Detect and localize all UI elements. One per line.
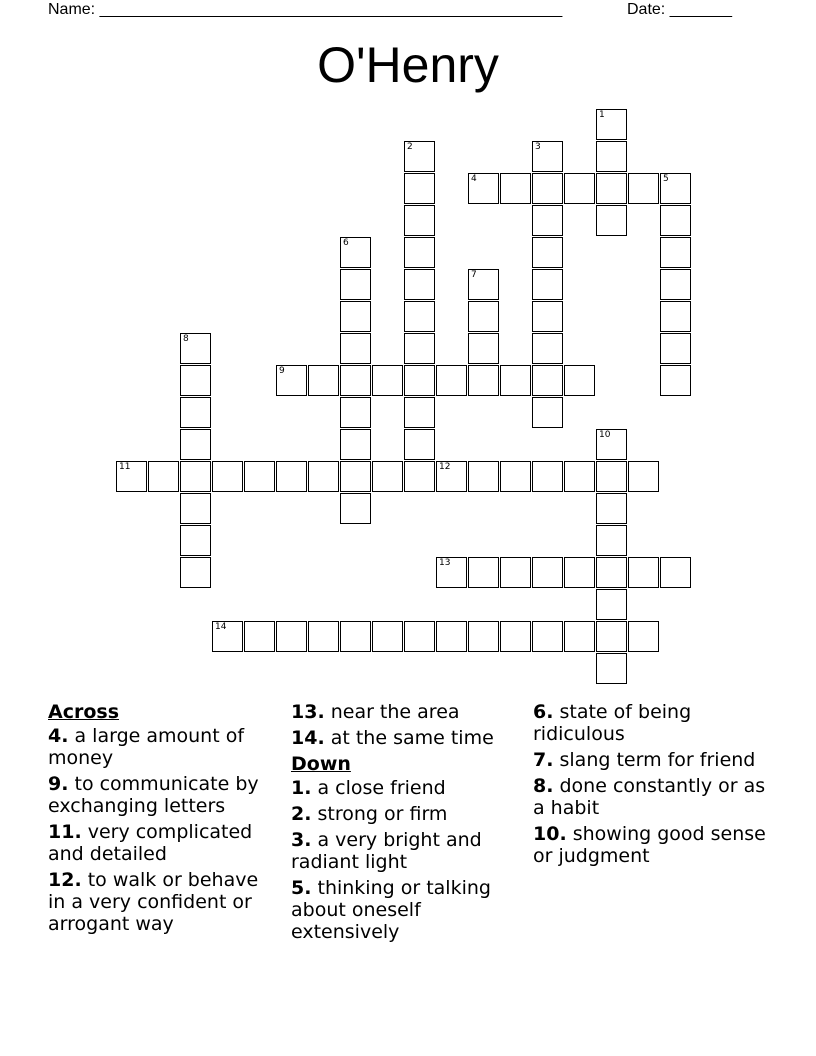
- clues-column-3: [533, 701, 769, 871]
- grid-cell[interactable]: [468, 269, 499, 300]
- clue-number: 3: [535, 142, 541, 152]
- date-field-label[interactable]: Date: _______: [627, 1, 732, 18]
- grid-cell[interactable]: [660, 237, 691, 268]
- grid-cell[interactable]: [596, 557, 627, 588]
- grid-cell[interactable]: [404, 205, 435, 236]
- clues-column-2: [291, 701, 519, 947]
- grid-cell[interactable]: [596, 109, 627, 140]
- clue-item-number: 9.: [48, 773, 69, 795]
- grid-cell[interactable]: [276, 365, 307, 396]
- grid-cell[interactable]: [436, 365, 467, 396]
- grid-cell[interactable]: [404, 397, 435, 428]
- grid-cell[interactable]: [404, 621, 435, 652]
- grid-cell[interactable]: [340, 397, 371, 428]
- clue-number: 7: [471, 270, 477, 280]
- clue-number: 11: [119, 462, 131, 472]
- grid-cell[interactable]: [532, 365, 563, 396]
- grid-cell[interactable]: [564, 621, 595, 652]
- grid-cell[interactable]: [660, 301, 691, 332]
- clues-column-1: [48, 701, 276, 939]
- grid-cell[interactable]: [276, 621, 307, 652]
- clue-item: [533, 749, 769, 771]
- grid-cell[interactable]: [660, 557, 691, 588]
- clue-item-number: 5.: [291, 877, 312, 899]
- grid-cell[interactable]: [372, 461, 403, 492]
- grid-cell[interactable]: [340, 301, 371, 332]
- clue-item: [291, 777, 519, 799]
- grid-cell[interactable]: [180, 557, 211, 588]
- clue-item: [533, 701, 769, 745]
- clue-item-text: a close friend: [311, 777, 446, 799]
- grid-cell[interactable]: [660, 269, 691, 300]
- clue-item-number: 3.: [291, 829, 312, 851]
- grid-cell[interactable]: [404, 365, 435, 396]
- clue-number: 5: [663, 174, 669, 184]
- clue-item-number: 7.: [533, 749, 554, 771]
- grid-cell[interactable]: [596, 461, 627, 492]
- clue-item-number: 12.: [48, 869, 82, 891]
- clue-item: [291, 829, 519, 873]
- grid-cell[interactable]: [532, 621, 563, 652]
- clue-number: 8: [183, 334, 189, 344]
- grid-cell[interactable]: [596, 429, 627, 460]
- clue-item-number: 4.: [48, 725, 69, 747]
- grid-cell[interactable]: [596, 205, 627, 236]
- grid-cell[interactable]: [180, 397, 211, 428]
- clue-item-text: state of being ridiculous: [533, 701, 692, 745]
- grid-cell[interactable]: [660, 173, 691, 204]
- clue-item: [291, 701, 519, 723]
- clue-item: [48, 869, 276, 935]
- grid-cell[interactable]: [468, 333, 499, 364]
- grid-cell[interactable]: [564, 557, 595, 588]
- grid-cell[interactable]: [596, 493, 627, 524]
- clue-section-heading: Down: [291, 753, 351, 775]
- grid-cell[interactable]: [372, 621, 403, 652]
- clue-item: [291, 877, 519, 943]
- grid-cell[interactable]: [628, 621, 659, 652]
- grid-cell[interactable]: [308, 365, 339, 396]
- grid-cell[interactable]: [500, 461, 531, 492]
- grid-cell[interactable]: [308, 621, 339, 652]
- clue-item: [291, 727, 519, 749]
- clue-item-text: showing good sense or judgment: [533, 823, 766, 867]
- clue-item-text: slang term for friend: [553, 749, 756, 771]
- clue-number: 6: [343, 238, 349, 248]
- grid-cell[interactable]: [596, 621, 627, 652]
- clue-number: 2: [407, 142, 413, 152]
- clue-item-number: 13.: [291, 701, 325, 723]
- grid-cell[interactable]: [404, 173, 435, 204]
- grid-cell[interactable]: [468, 461, 499, 492]
- grid-cell[interactable]: [500, 173, 531, 204]
- grid-cell[interactable]: [564, 365, 595, 396]
- clue-item-number: 2.: [291, 803, 312, 825]
- grid-cell[interactable]: [500, 621, 531, 652]
- clue-item: [48, 725, 276, 769]
- grid-cell[interactable]: [564, 173, 595, 204]
- grid-cell[interactable]: [468, 621, 499, 652]
- grid-cell[interactable]: [628, 173, 659, 204]
- grid-cell[interactable]: [148, 461, 179, 492]
- grid-cell[interactable]: [404, 237, 435, 268]
- clue-item-text: a very bright and radiant light: [291, 829, 482, 873]
- clue-item-text: at the same time: [324, 727, 494, 749]
- grid-cell[interactable]: [116, 461, 147, 492]
- grid-cell[interactable]: [180, 461, 211, 492]
- grid-cell[interactable]: [340, 237, 371, 268]
- clue-item-number: 8.: [533, 775, 554, 797]
- clue-item-text: done constantly or as a habit: [533, 775, 766, 819]
- clue-item-text: to walk or behave in a very confident or arrogant way: [48, 869, 259, 935]
- grid-cell[interactable]: [404, 429, 435, 460]
- grid-cell[interactable]: [532, 205, 563, 236]
- grid-cell[interactable]: [244, 621, 275, 652]
- grid-cell[interactable]: [468, 173, 499, 204]
- page-title: O'Henry: [317, 37, 499, 93]
- grid-cell[interactable]: [244, 461, 275, 492]
- clue-item-number: 10.: [533, 823, 567, 845]
- grid-cell[interactable]: [564, 461, 595, 492]
- grid-cell[interactable]: [532, 461, 563, 492]
- clue-item-number: 14.: [291, 727, 325, 749]
- grid-cell[interactable]: [340, 365, 371, 396]
- clue-number: 14: [215, 622, 227, 632]
- grid-cell[interactable]: [212, 621, 243, 652]
- clue-item: [291, 803, 519, 825]
- clue-item-text: strong or firm: [311, 803, 448, 825]
- grid-cell[interactable]: [404, 333, 435, 364]
- grid-cell[interactable]: [404, 461, 435, 492]
- grid-cell[interactable]: [340, 461, 371, 492]
- clue-item: [48, 821, 276, 865]
- clue-number: 10: [599, 430, 611, 440]
- grid-cell[interactable]: [596, 653, 627, 684]
- grid-cell[interactable]: [660, 205, 691, 236]
- grid-cell[interactable]: [532, 237, 563, 268]
- grid-cell[interactable]: [500, 365, 531, 396]
- grid-cell[interactable]: [180, 429, 211, 460]
- grid-cell[interactable]: [500, 557, 531, 588]
- grid-cell[interactable]: [660, 333, 691, 364]
- grid-cell[interactable]: [180, 365, 211, 396]
- clue-item: [48, 773, 276, 817]
- clue-item-number: 11.: [48, 821, 82, 843]
- grid-cell[interactable]: [340, 621, 371, 652]
- grid-cell[interactable]: [436, 621, 467, 652]
- clue-number: 13: [439, 558, 451, 568]
- grid-cell[interactable]: [596, 173, 627, 204]
- grid-cell[interactable]: [212, 461, 243, 492]
- grid-cell[interactable]: [404, 269, 435, 300]
- grid-cell[interactable]: [404, 301, 435, 332]
- clue-item: [533, 775, 769, 819]
- grid-cell[interactable]: [340, 269, 371, 300]
- grid-cell[interactable]: [532, 269, 563, 300]
- grid-cell[interactable]: [532, 173, 563, 204]
- grid-cell[interactable]: [596, 141, 627, 172]
- clue-number: 1: [599, 110, 605, 120]
- clue-item-text: to communicate by exchanging letters: [48, 773, 259, 817]
- grid-cell[interactable]: [340, 429, 371, 460]
- grid-cell[interactable]: [180, 493, 211, 524]
- grid-cell[interactable]: [436, 557, 467, 588]
- grid-cell[interactable]: [468, 301, 499, 332]
- grid-cell[interactable]: [628, 461, 659, 492]
- grid-cell[interactable]: [340, 493, 371, 524]
- clue-number: 9: [279, 366, 285, 376]
- grid-cell[interactable]: [532, 333, 563, 364]
- clue-item-text: thinking or talking about oneself extensively: [291, 877, 491, 943]
- clue-section-heading: Across: [48, 701, 120, 723]
- clue-item-text: very complicated and detailed: [48, 821, 253, 865]
- grid-cell[interactable]: [596, 525, 627, 556]
- name-field-label[interactable]: Name: ____________________________________________________: [48, 1, 563, 18]
- grid-cell[interactable]: [436, 461, 467, 492]
- grid-cell[interactable]: [468, 365, 499, 396]
- clue-item: [533, 823, 769, 867]
- grid-cell[interactable]: [180, 333, 211, 364]
- grid-cell[interactable]: [372, 365, 403, 396]
- grid-cell[interactable]: [532, 141, 563, 172]
- grid-cell[interactable]: [628, 557, 659, 588]
- grid-cell[interactable]: [468, 557, 499, 588]
- grid-cell[interactable]: [532, 557, 563, 588]
- clue-item-text: a large amount of money: [48, 725, 245, 769]
- grid-cell[interactable]: [532, 301, 563, 332]
- grid-cell[interactable]: [660, 365, 691, 396]
- grid-cell[interactable]: [596, 589, 627, 620]
- clue-item-number: 6.: [533, 701, 554, 723]
- grid-cell[interactable]: [532, 397, 563, 428]
- grid-cell[interactable]: [340, 333, 371, 364]
- clue-item-text: near the area: [324, 701, 460, 723]
- clue-number: 12: [439, 462, 451, 472]
- grid-cell[interactable]: [308, 461, 339, 492]
- grid-cell[interactable]: [404, 141, 435, 172]
- clue-item-number: 1.: [291, 777, 312, 799]
- grid-cell[interactable]: [276, 461, 307, 492]
- grid-cell[interactable]: [180, 525, 211, 556]
- clue-number: 4: [471, 174, 477, 184]
